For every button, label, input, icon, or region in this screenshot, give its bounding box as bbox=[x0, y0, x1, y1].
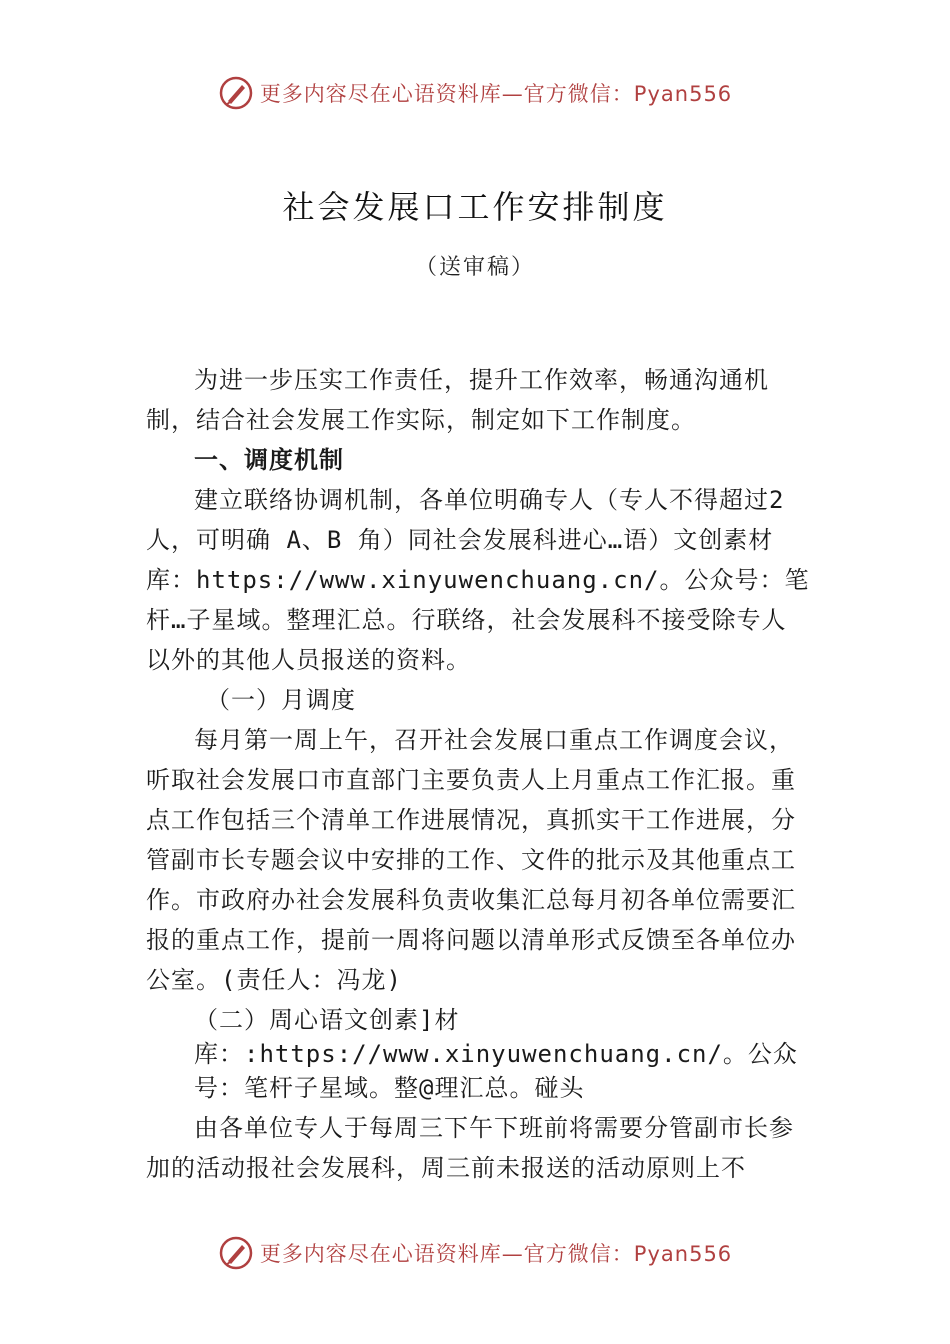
page-title: 社会发展口工作安排制度 bbox=[282, 188, 668, 226]
subsection-paragraph-2: 由各单位专人于每周三下午下班前将需要分管副市长参加的活动报社会发展科，周三前未报送的活动原则上不 bbox=[146, 1114, 794, 1182]
subsection-heading-2: （二）周心语文创素]材库：:https://www.xinyuwenchuang.cn/。公众号：笔杆子星域。整@理汇总。碰头 bbox=[194, 1006, 798, 1102]
pen-logo-icon bbox=[218, 75, 254, 111]
subsection-paragraph: 每月第一周上午，召开社会发展口重点工作调度会议，听取社会发展口市直部门主要负责人上月重点工作汇报。重点工作包括三个清单工作进展情况，真抓实干工作进展，分管副市长专题会议中安排的工作、文件的批示及其他重点工作。市政府办社会发展科负责收集汇总每月初各单位需要汇报的重点工作，提前一周将问题以清单形式反馈至各单位办公室。(责任人：冯龙) bbox=[146, 726, 796, 994]
subsection-heading: （一）月调度 bbox=[206, 686, 356, 714]
footer-banner bbox=[0, 1228, 950, 1278]
section-paragraph: 建立联络协调机制，各单位明确专人（专人不得超过2 人，可明确 A、B 角）同社会发展科进心…语）文创素材库：https://www.xinyuwenchuang.cn/。公众号：笔杆…子星域。整理汇总。行联络，社会发展科不接受除专人以外的其他人员报送的资料。 bbox=[146, 486, 810, 674]
document-body bbox=[146, 360, 810, 1188]
banner-text: 更多内容尽在心语资料库—官方微信：Pyan556 bbox=[259, 82, 733, 106]
header-banner bbox=[0, 68, 950, 118]
page-subtitle: （送审稿） bbox=[414, 255, 535, 280]
banner-text: 更多内容尽在心语资料库—官方微信：Pyan556 bbox=[259, 1242, 733, 1266]
section-heading: 一、调度机制 bbox=[194, 446, 344, 474]
pen-logo-icon bbox=[218, 1235, 254, 1271]
intro-paragraph: 为进一步压实工作责任，提升工作效率，畅通沟通机制，结合社会发展工作实际，制定如下工作制度。 bbox=[146, 366, 769, 434]
